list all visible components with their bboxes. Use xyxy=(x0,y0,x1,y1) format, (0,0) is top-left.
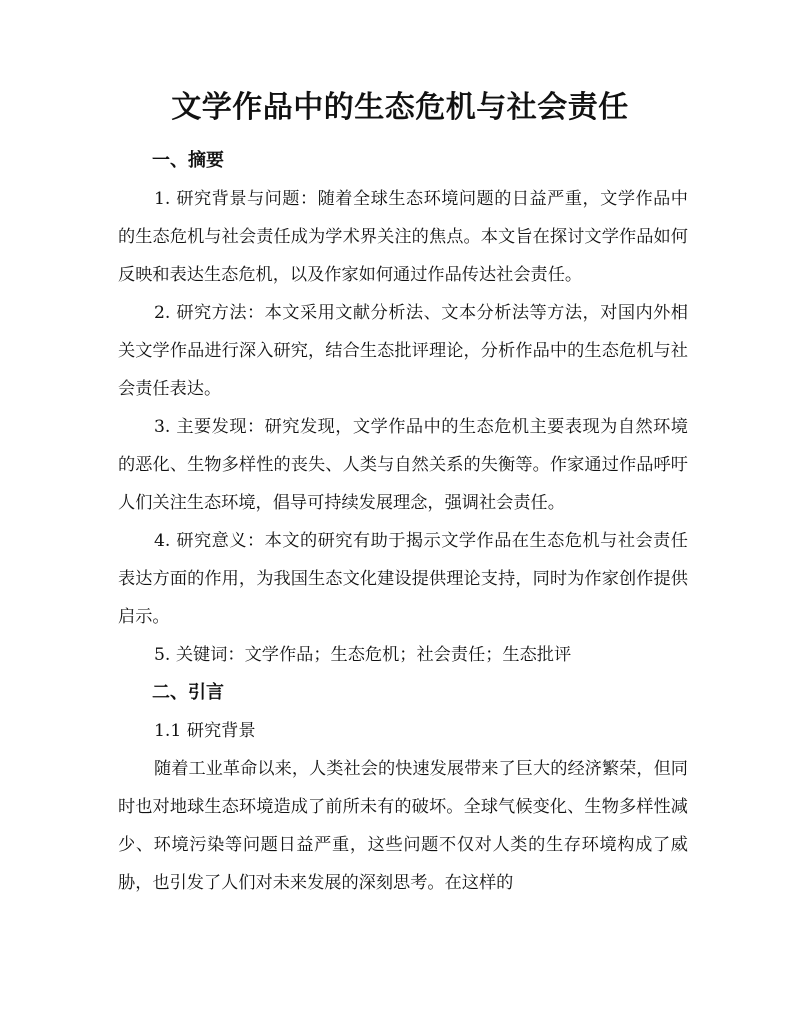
intro-paragraph: 随着工业革命以来，人类社会的快速发展带来了巨大的经济繁荣，但同时也对地球生态环境造成了前所未有的破坏。全球气候变化、生物多样性减少、环境污染等问题日益严重，这些问题不仅对人类的生存环境构成了威胁，也引发了人们对未来发展的深刻思考。在这样的 xyxy=(118,759,688,893)
subsection-heading-background: 1.1 研究背景 xyxy=(154,721,256,741)
section-heading-abstract: 一、摘要 xyxy=(152,150,224,171)
abstract-item-3: 3. 主要发现：研究发现，文学作品中的生态危机主要表现为自然环境的恶化、生物多样性的丧失、人类与自然关系的失衡等。作家通过作品呼吁人们关注生态环境，倡导可持续发展理念，强调社会责任。 xyxy=(118,417,688,513)
abstract-keywords: 5. 关键词：文学作品；生态危机；社会责任；生态批评 xyxy=(154,645,572,665)
document-title: 文学作品中的生态危机与社会责任 xyxy=(171,90,629,125)
abstract-item-4: 4. 研究意义：本文的研究有助于揭示文学作品在生态危机与社会责任表达方面的作用，为我国生态文化建设提供理论支持，同时为作家创作提供启示。 xyxy=(118,531,688,627)
abstract-item-1: 1. 研究背景与问题：随着全球生态环境问题的日益严重，文学作品中的生态危机与社会责任成为学术界关注的焦点。本文旨在探讨文学作品如何反映和表达生态危机，以及作家如何通过作品传达社会责任。 xyxy=(118,189,688,285)
section-heading-introduction: 二、引言 xyxy=(152,682,224,703)
abstract-item-2: 2. 研究方法：本文采用文献分析法、文本分析法等方法，对国内外相关文学作品进行深入研究，结合生态批评理论，分析作品中的生态危机与社会责任表达。 xyxy=(118,303,688,399)
document-body xyxy=(118,142,688,902)
